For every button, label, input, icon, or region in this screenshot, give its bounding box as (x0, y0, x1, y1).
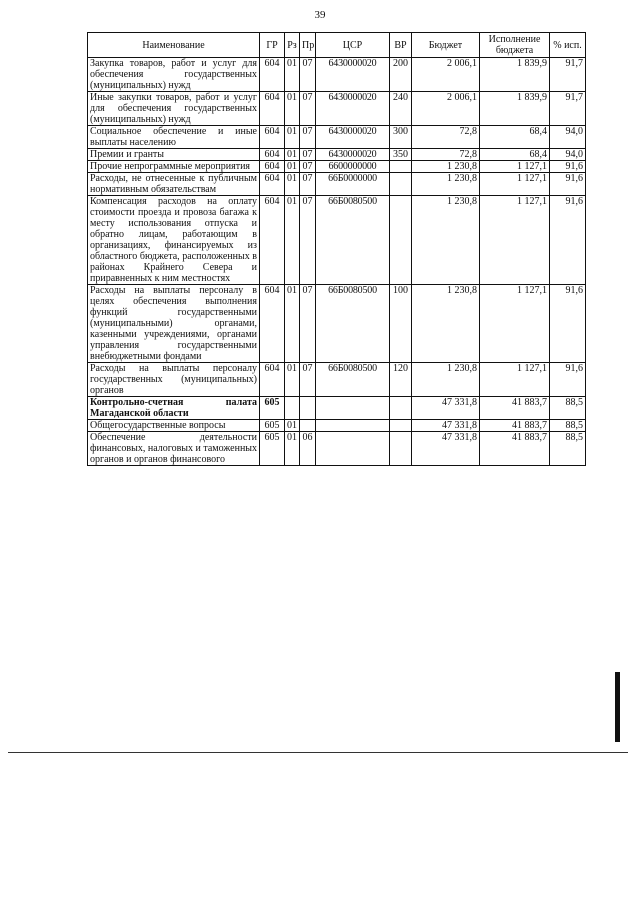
row-execution: 1 839,9 (480, 92, 550, 126)
table-row (88, 420, 586, 432)
row-gr: 604 (260, 161, 285, 173)
row-percent: 91,6 (550, 363, 586, 397)
row-csr (316, 432, 390, 466)
row-execution: 1 127,1 (480, 196, 550, 285)
row-percent: 94,0 (550, 149, 586, 161)
row-percent: 88,5 (550, 420, 586, 432)
row-vr (390, 420, 412, 432)
header-vr: ВР (390, 33, 412, 58)
header-budget: Бюджет (412, 33, 480, 58)
row-percent: 91,7 (550, 58, 586, 92)
row-gr: 604 (260, 126, 285, 149)
row-name: Иные закупки товаров, работ и услуг для обеспечения государственных (муниципальных) нужд (88, 92, 260, 126)
table-row (88, 432, 586, 466)
row-csr: 66Б0080500 (316, 363, 390, 397)
row-vr: 200 (390, 58, 412, 92)
row-execution: 68,4 (480, 126, 550, 149)
row-percent: 88,5 (550, 397, 586, 420)
row-budget: 47 331,8 (412, 432, 480, 466)
header-percent: % исп. (550, 33, 586, 58)
row-name: Расходы, не отнесенные к публичным нормативным обязательствам (88, 173, 260, 196)
row-name: Расходы на выплаты персоналу в целях обеспечения выполнения функций государственными (муниципальными) органами, казенными учреждениями, органами управления государственными внебюджетными фондами (88, 285, 260, 363)
row-rz: 01 (285, 196, 300, 285)
row-percent: 88,5 (550, 432, 586, 466)
budget-table (87, 32, 586, 466)
row-budget: 1 230,8 (412, 173, 480, 196)
row-name: Общегосударственные вопросы (88, 420, 260, 432)
row-budget: 47 331,8 (412, 420, 480, 432)
row-csr: 6430000020 (316, 149, 390, 161)
row-csr: 6600000000 (316, 161, 390, 173)
row-execution: 1 127,1 (480, 285, 550, 363)
row-gr: 604 (260, 173, 285, 196)
row-rz: 01 (285, 58, 300, 92)
row-pr: 07 (300, 161, 316, 173)
row-pr: 07 (300, 126, 316, 149)
scan-edge-mark (615, 672, 620, 742)
row-rz: 01 (285, 432, 300, 466)
row-budget: 72,8 (412, 149, 480, 161)
row-vr (390, 173, 412, 196)
row-rz (285, 397, 300, 420)
row-name: Компенсация расходов на оплату стоимости проезда и провоза багажа к месту использования отпуска и обратно лицам, работающим в организациях, финансируемых из областного бюджета, расположенных в районах Крайнего Севера и приравненных к ним местностях (88, 196, 260, 285)
row-pr: 07 (300, 285, 316, 363)
row-execution: 68,4 (480, 149, 550, 161)
row-pr: 07 (300, 173, 316, 196)
row-rz: 01 (285, 420, 300, 432)
row-vr: 100 (390, 285, 412, 363)
row-vr: 240 (390, 92, 412, 126)
table-row (88, 126, 586, 149)
table-row (88, 363, 586, 397)
row-percent: 91,6 (550, 161, 586, 173)
row-rz: 01 (285, 363, 300, 397)
row-csr (316, 420, 390, 432)
row-name: Прочие непрограммные мероприятия (88, 161, 260, 173)
row-pr: 06 (300, 432, 316, 466)
table-row (88, 397, 586, 420)
row-name: Расходы на выплаты персоналу государственных (муниципальных) органов (88, 363, 260, 397)
table-row (88, 173, 586, 196)
table-row (88, 92, 586, 126)
row-csr (316, 397, 390, 420)
row-pr: 07 (300, 363, 316, 397)
row-csr: 66Б0080500 (316, 285, 390, 363)
row-budget: 2 006,1 (412, 92, 480, 126)
row-vr (390, 161, 412, 173)
row-pr: 07 (300, 58, 316, 92)
table-row (88, 58, 586, 92)
row-percent: 91,6 (550, 196, 586, 285)
row-vr (390, 432, 412, 466)
row-pr (300, 420, 316, 432)
row-rz: 01 (285, 161, 300, 173)
row-vr (390, 397, 412, 420)
row-csr: 66Б0080500 (316, 196, 390, 285)
row-budget: 1 230,8 (412, 161, 480, 173)
row-pr (300, 397, 316, 420)
row-vr (390, 196, 412, 285)
row-rz: 01 (285, 149, 300, 161)
row-gr: 604 (260, 149, 285, 161)
header-csr: ЦСР (316, 33, 390, 58)
header-execution: Исполнение бюджета (480, 33, 550, 58)
header-name: Наименование (88, 33, 260, 58)
row-gr: 604 (260, 196, 285, 285)
row-name: Контрольно-счетная палата Магаданской области (88, 397, 260, 420)
row-execution: 41 883,7 (480, 397, 550, 420)
row-gr: 605 (260, 397, 285, 420)
row-budget: 2 006,1 (412, 58, 480, 92)
row-gr: 605 (260, 432, 285, 466)
table-row (88, 149, 586, 161)
row-rz: 01 (285, 285, 300, 363)
row-budget: 72,8 (412, 126, 480, 149)
row-vr: 120 (390, 363, 412, 397)
row-vr: 350 (390, 149, 412, 161)
row-csr: 6430000020 (316, 58, 390, 92)
row-gr: 604 (260, 285, 285, 363)
row-vr: 300 (390, 126, 412, 149)
row-pr: 07 (300, 196, 316, 285)
row-csr: 6430000020 (316, 92, 390, 126)
row-rz: 01 (285, 173, 300, 196)
row-pr: 07 (300, 92, 316, 126)
table-row (88, 196, 586, 285)
row-name: Премии и гранты (88, 149, 260, 161)
row-execution: 1 127,1 (480, 161, 550, 173)
row-execution: 1 127,1 (480, 363, 550, 397)
header-pr: Пр (300, 33, 316, 58)
row-gr: 604 (260, 92, 285, 126)
row-csr: 66Б0000000 (316, 173, 390, 196)
row-gr: 605 (260, 420, 285, 432)
row-budget: 1 230,8 (412, 196, 480, 285)
row-percent: 91,7 (550, 92, 586, 126)
row-budget: 47 331,8 (412, 397, 480, 420)
row-budget: 1 230,8 (412, 285, 480, 363)
row-execution: 41 883,7 (480, 420, 550, 432)
row-execution: 41 883,7 (480, 432, 550, 466)
row-execution: 1 127,1 (480, 173, 550, 196)
row-name: Социальное обеспечение и иные выплаты населению (88, 126, 260, 149)
row-gr: 604 (260, 58, 285, 92)
header-gr: ГР (260, 33, 285, 58)
page-footer-divider (8, 752, 628, 753)
table-header-row (88, 33, 586, 58)
table-row (88, 285, 586, 363)
row-csr: 6430000020 (316, 126, 390, 149)
row-percent: 94,0 (550, 126, 586, 149)
table-row (88, 161, 586, 173)
row-gr: 604 (260, 363, 285, 397)
row-rz: 01 (285, 92, 300, 126)
header-rz: Рз (285, 33, 300, 58)
row-name: Закупка товаров, работ и услуг для обеспечения государственных (муниципальных) нужд (88, 58, 260, 92)
page-number: 39 (314, 9, 326, 21)
row-name: Обеспечение деятельности финансовых, налоговых и таможенных органов и органов финансового (88, 432, 260, 466)
row-execution: 1 839,9 (480, 58, 550, 92)
row-percent: 91,6 (550, 285, 586, 363)
row-rz: 01 (285, 126, 300, 149)
row-budget: 1 230,8 (412, 363, 480, 397)
table-body (88, 58, 586, 466)
row-percent: 91,6 (550, 173, 586, 196)
row-pr: 07 (300, 149, 316, 161)
